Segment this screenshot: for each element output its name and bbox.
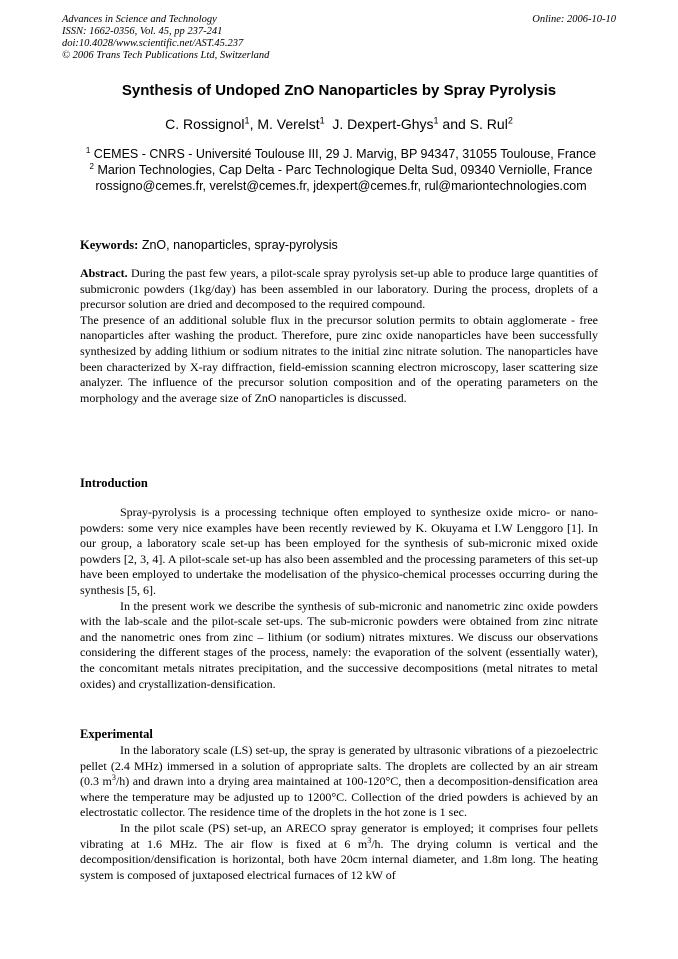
introduction-body [80, 505, 598, 692]
unit-superscript: 3 [367, 835, 372, 845]
author-name: M. Verelst [257, 116, 320, 132]
experimental-text-2b: /h. The drying column is vertical and the decomposition/densification is horizontal, both have 20cm internal diameter, and 1.8m long. The heating system is composed of juxtaposed electrical furnaces of 12 kW of [80, 836, 598, 882]
author-name: J. Dexpert-Ghys [332, 116, 434, 132]
journal-name: Advances in Science and Technology [62, 14, 217, 25]
journal-header [62, 14, 269, 62]
affiliation-number: 2 [89, 161, 94, 171]
experimental-paragraph-2 [80, 821, 598, 883]
abstract-label: Abstract. [80, 266, 128, 280]
affiliations [78, 146, 604, 194]
copyright-line: © 2006 Trans Tech Publications Ltd, Switzerland [62, 50, 270, 61]
abstract-paragraph-2: The presence of an additional soluble flux in the precursor solution permits to obtain agglomerate - free nanoparticles after washing the product. Therefore, pure zinc oxide nanoparticles have been successfully synthesized by adding lithium or sodium nitrates to the initial zinc nitrate solution. The nanoparticles have been characterized by X-ray diffraction, field-emission scanning electron microscopy, laser scattering size analyzer. The influence of the precursor solution composition and of the operating parameters on the morphology and the average size of ZnO nanoparticles is discussed. [80, 312, 598, 405]
author-affil-mark: 1 [433, 115, 439, 126]
author-emails: rossigno@cemes.fr, verelst@cemes.fr, jdexpert@cemes.fr, rul@mariontechnologies.com [95, 179, 587, 193]
affiliation-number: 1 [85, 145, 91, 155]
abstract [80, 266, 598, 406]
introduction-heading: Introduction [80, 476, 148, 490]
keywords-label: Keywords: [80, 238, 139, 252]
abstract-paragraph-1 [80, 266, 598, 313]
doi-line: doi:10.4028/www.scientific.net/AST.45.237 [62, 38, 244, 49]
experimental-text-2a: In the pilot scale (PS) set-up, an ARECO spray generator is employed; it comprises four pellets vibrating at 1.6 MHz. The air flow is fixed at 6 m [80, 820, 598, 851]
author-name: C. Rossignol [165, 116, 245, 132]
experimental-text-1b: /h) and drawn into a drying area maintained at 100-120°C, then a decomposition-densification area where the temperature may be adjusted up to 1200°C. Collection of the dried powders is achieved by an electrostatic collector. The residence time of the droplets in the hot zone is 1 sec. [80, 774, 598, 820]
affiliation-text: CEMES - CNRS - Université Toulouse III, 29 J. Marvig, BP 94347, 31055 Toulouse, France [93, 147, 597, 161]
experimental-text-1a: In the laboratory scale (LS) set-up, the spray is generated by ultrasonic vibrations of a piezoelectric pellet (2.4 MHz) immersed in a solution of appropriate salts. The droplets are collected by an air stream (0.3 m [80, 743, 598, 789]
keywords-text: ZnO, nanoparticles, spray-pyrolysis [141, 238, 338, 252]
author-affil-mark: 1 [319, 115, 325, 126]
experimental-paragraph-1 [80, 743, 598, 821]
author-name: S. Rul [469, 116, 508, 132]
author-affil-mark: 1 [244, 115, 250, 126]
keywords-line [80, 238, 338, 253]
introduction-paragraph-1: Spray-pyrolysis is a processing technique often employed to synthesize oxide micro- or nano-powders: some very nice examples have been recently reviewed by K. Okuyama et I.W Lenggoro [1]. In our group, a laboratory scale set-up has been employed for the synthesis of sub-micronic mixed oxide powders [2, 3, 4]. A pilot-scale set-up has also been assembled and the processing parameters of this set-up have been employed to undertake the modelisation of the physico-chemical processes occurring during the synthesis [5, 6]. [80, 505, 598, 597]
online-date: Online: 2006-10-10 [532, 14, 616, 25]
affiliation-2 [78, 162, 604, 178]
unit-superscript: 3 [111, 773, 116, 783]
author-separator: and [438, 116, 470, 132]
experimental-heading: Experimental [80, 727, 153, 741]
author-list [0, 116, 678, 132]
author-affil-mark: 2 [507, 115, 513, 126]
paper-title: Synthesis of Undoped ZnO Nanoparticles by Spray Pyrolysis [121, 82, 557, 99]
experimental-body [80, 743, 598, 883]
issn-line: ISSN: 1662-0356, Vol. 45, pp 237-241 [62, 26, 223, 37]
author-separator: , [249, 116, 258, 132]
affiliation-1 [78, 146, 604, 162]
introduction-paragraph-2: In the present work we describe the synthesis of sub-micronic and nanometric zinc oxide powders with the lab-scale and the pilot-scale set-ups. The sub-micronic powders were obtained from zinc nitrate and the nanometric ones from zinc – lithium (or sodium) nitrates mixtures. We discuss our observations considering the different stages of the process, namely: the evaporation of the solvent (essentially water), the concomitant metals nitrates precipitation, and the successive decompositions (metal nitrates to metal oxides) and crystallization-densification. [80, 598, 598, 691]
abstract-text-1: During the past few years, a pilot-scale spray pyrolysis set-up able to produce large quantities of submicronic powders (1kg/day) has been assembled in our laboratory. During the process, droplets of a precursor solution are dried and decomposed to the required compound. [80, 266, 599, 312]
affiliation-text: Marion Technologies, Cap Delta - Parc Technologique Delta Sud, 09340 Verniolle, France [97, 163, 593, 177]
